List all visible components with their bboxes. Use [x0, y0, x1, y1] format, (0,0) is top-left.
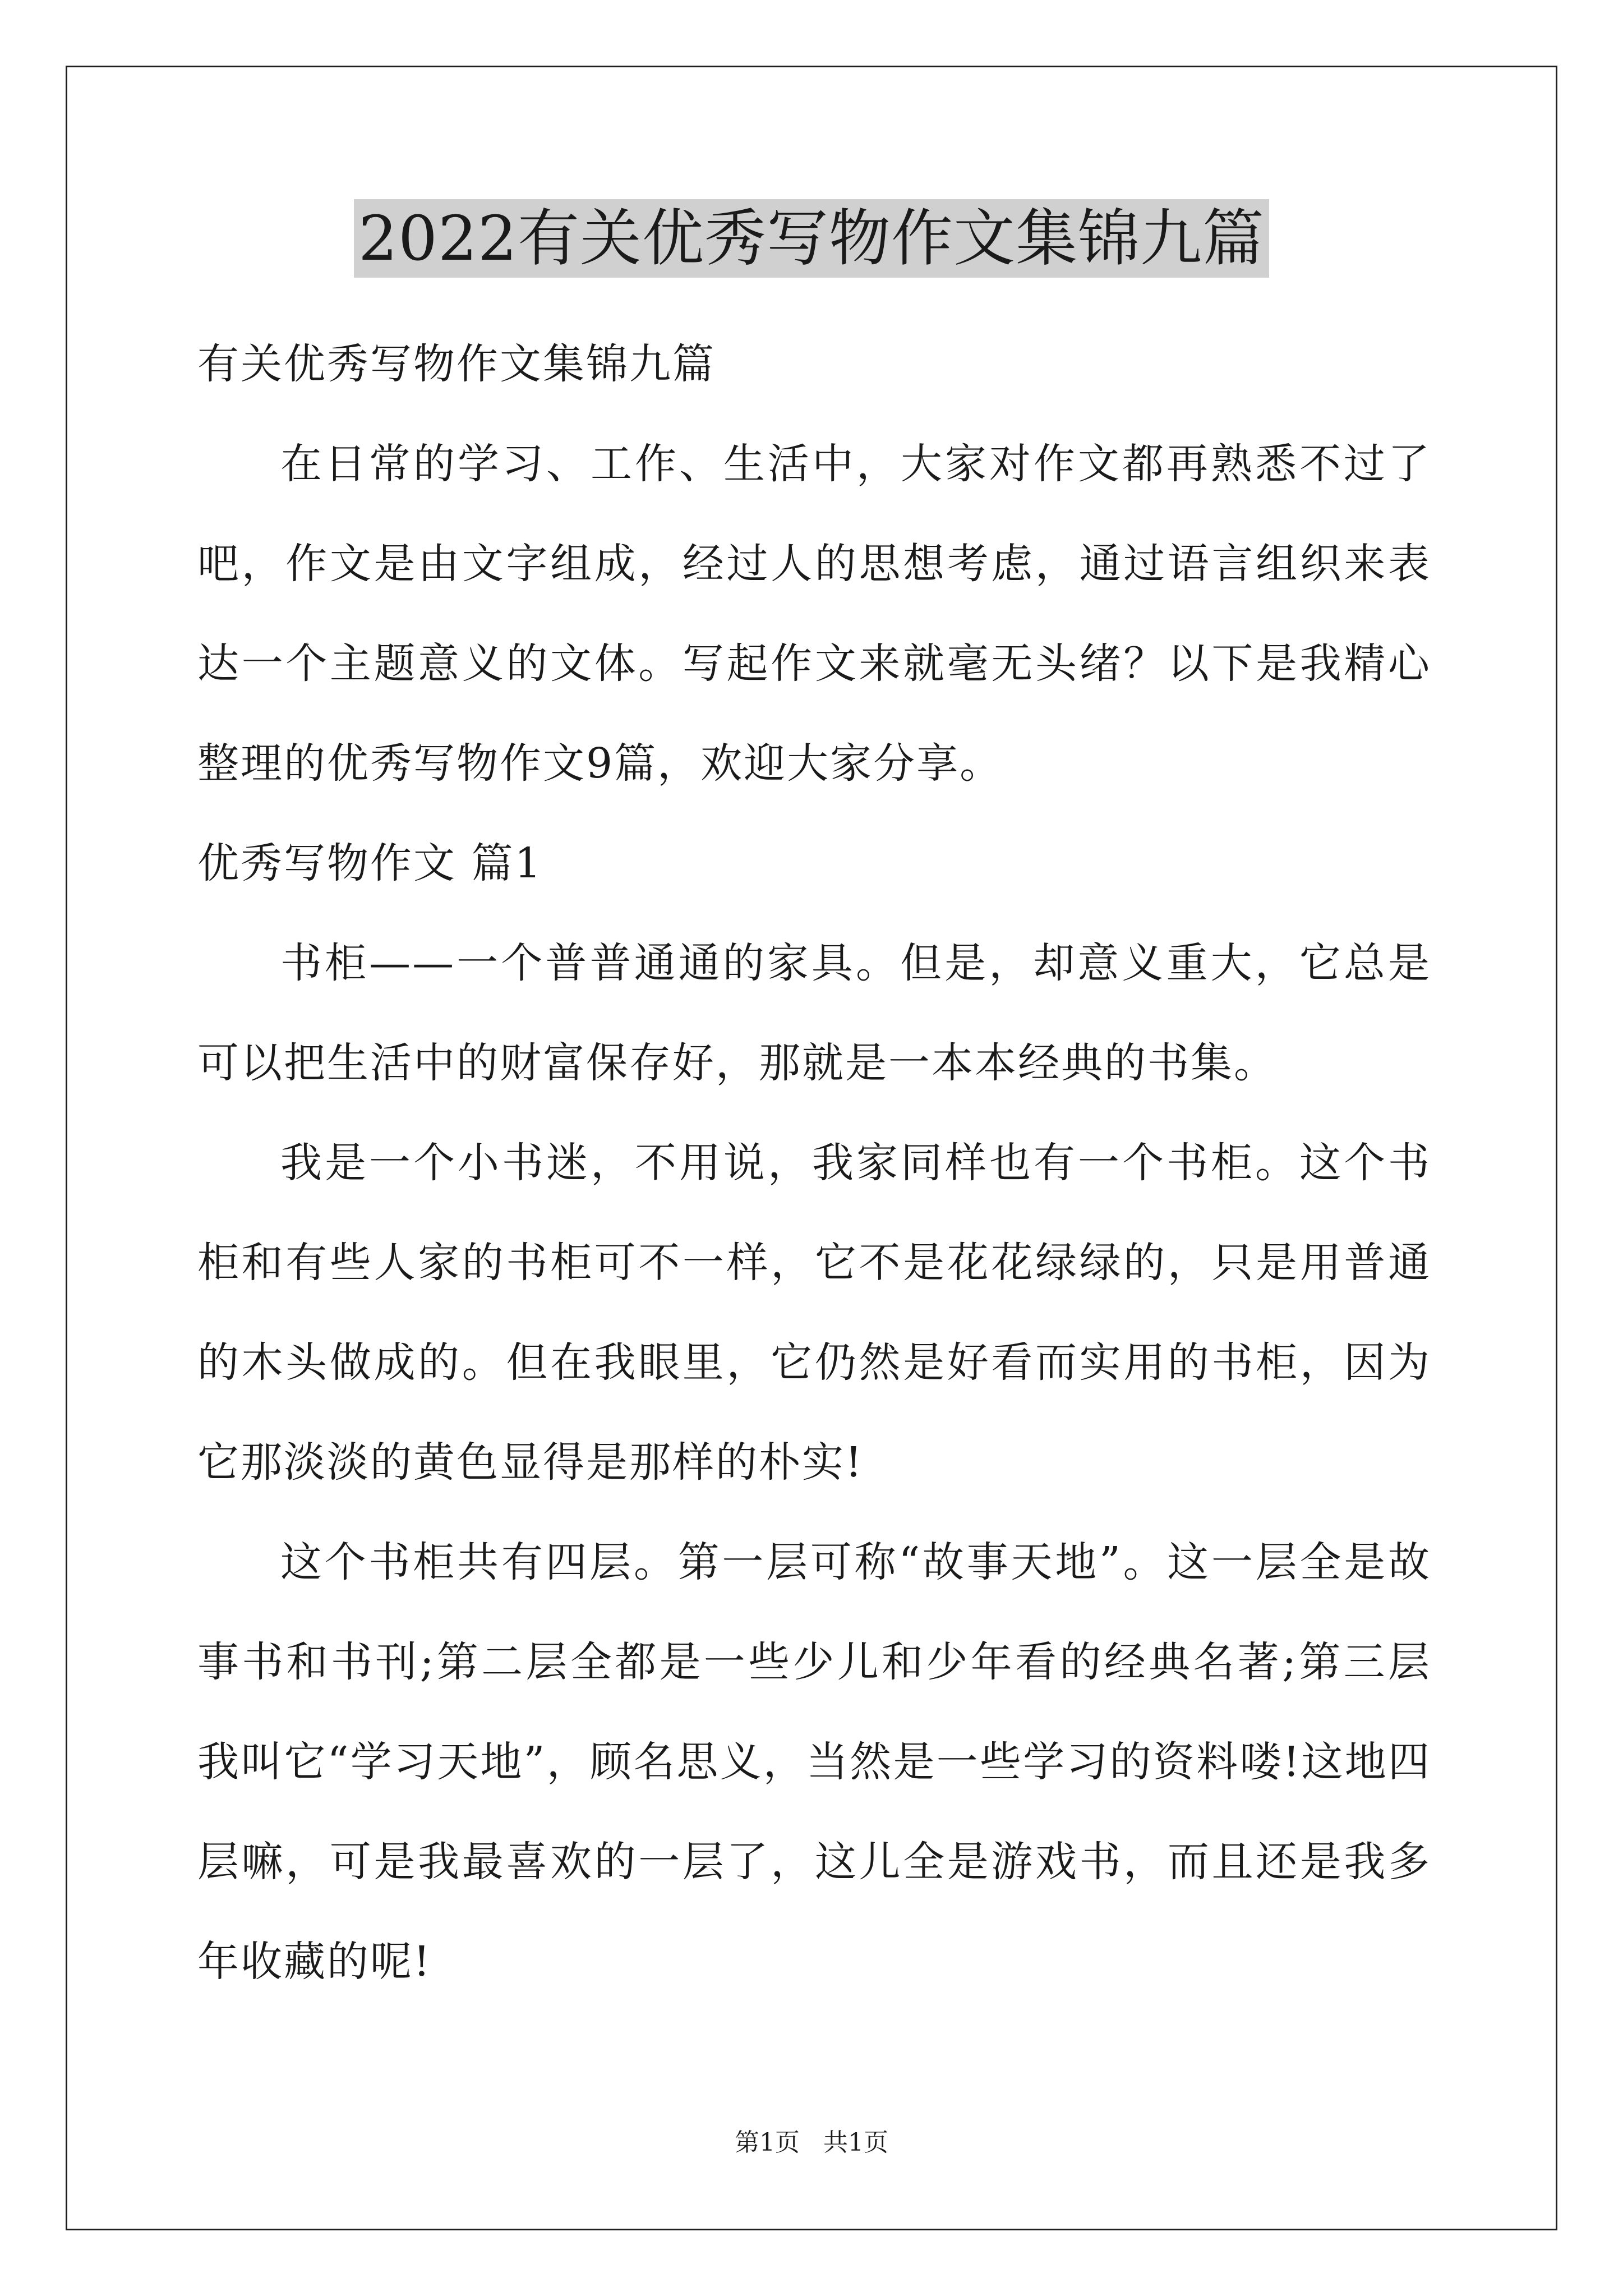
page-total: 共1页 — [823, 2128, 888, 2157]
body-paragraph: 书柜——一个普普通通的家具。但是，却意义重大，它总是可以把生活中的财富保存好，那就是一本本经典的书集。 — [197, 939, 1431, 1087]
body-paragraph: 我是一个小书迷，不用说，我家同样也有一个书柜。这个书柜和有些人家的书柜可不一样，它不是花花绿绿的，只是用普通的木头做成的。但在我眼里，它仍然是好看而实用的书柜，因为它那淡淡的黄色显得是那样的朴实! — [197, 1139, 1431, 1487]
intro-paragraph: 在日常的学习、工作、生活中，大家对作文都再熟悉不过了吧，作文是由文字组成，经过人的思想考虑，通过语言组织来表达一个主题意义的文体。写起作文来就毫无头绪？以下是我精心整理的优秀写物作文9篇，欢迎大家分享。 — [197, 440, 1431, 788]
subtitle-paragraph: 有关优秀写物作文集锦九篇 — [197, 340, 716, 388]
page-footer — [0, 2126, 1623, 2160]
document-title: 2022有关优秀写物作文集锦九篇 — [354, 199, 1269, 278]
body-paragraph: 这个书柜共有四层。第一层可称“故事天地”。这一层全是故事书和书刊;第二层全都是一些少儿和少年看的经典名著;第三层我叫它“学习天地”，顾名思义，当然是一些学习的资料喽!这地四层嘛，可是我最喜欢的一层了，这儿全是游戏书，而且还是我多年收藏的呢! — [197, 1538, 1431, 1986]
page-number: 第1页 — [735, 2128, 800, 2157]
document-body — [197, 314, 1431, 2012]
title-container — [0, 199, 1623, 278]
section-heading: 优秀写物作文 篇1 — [197, 839, 543, 887]
